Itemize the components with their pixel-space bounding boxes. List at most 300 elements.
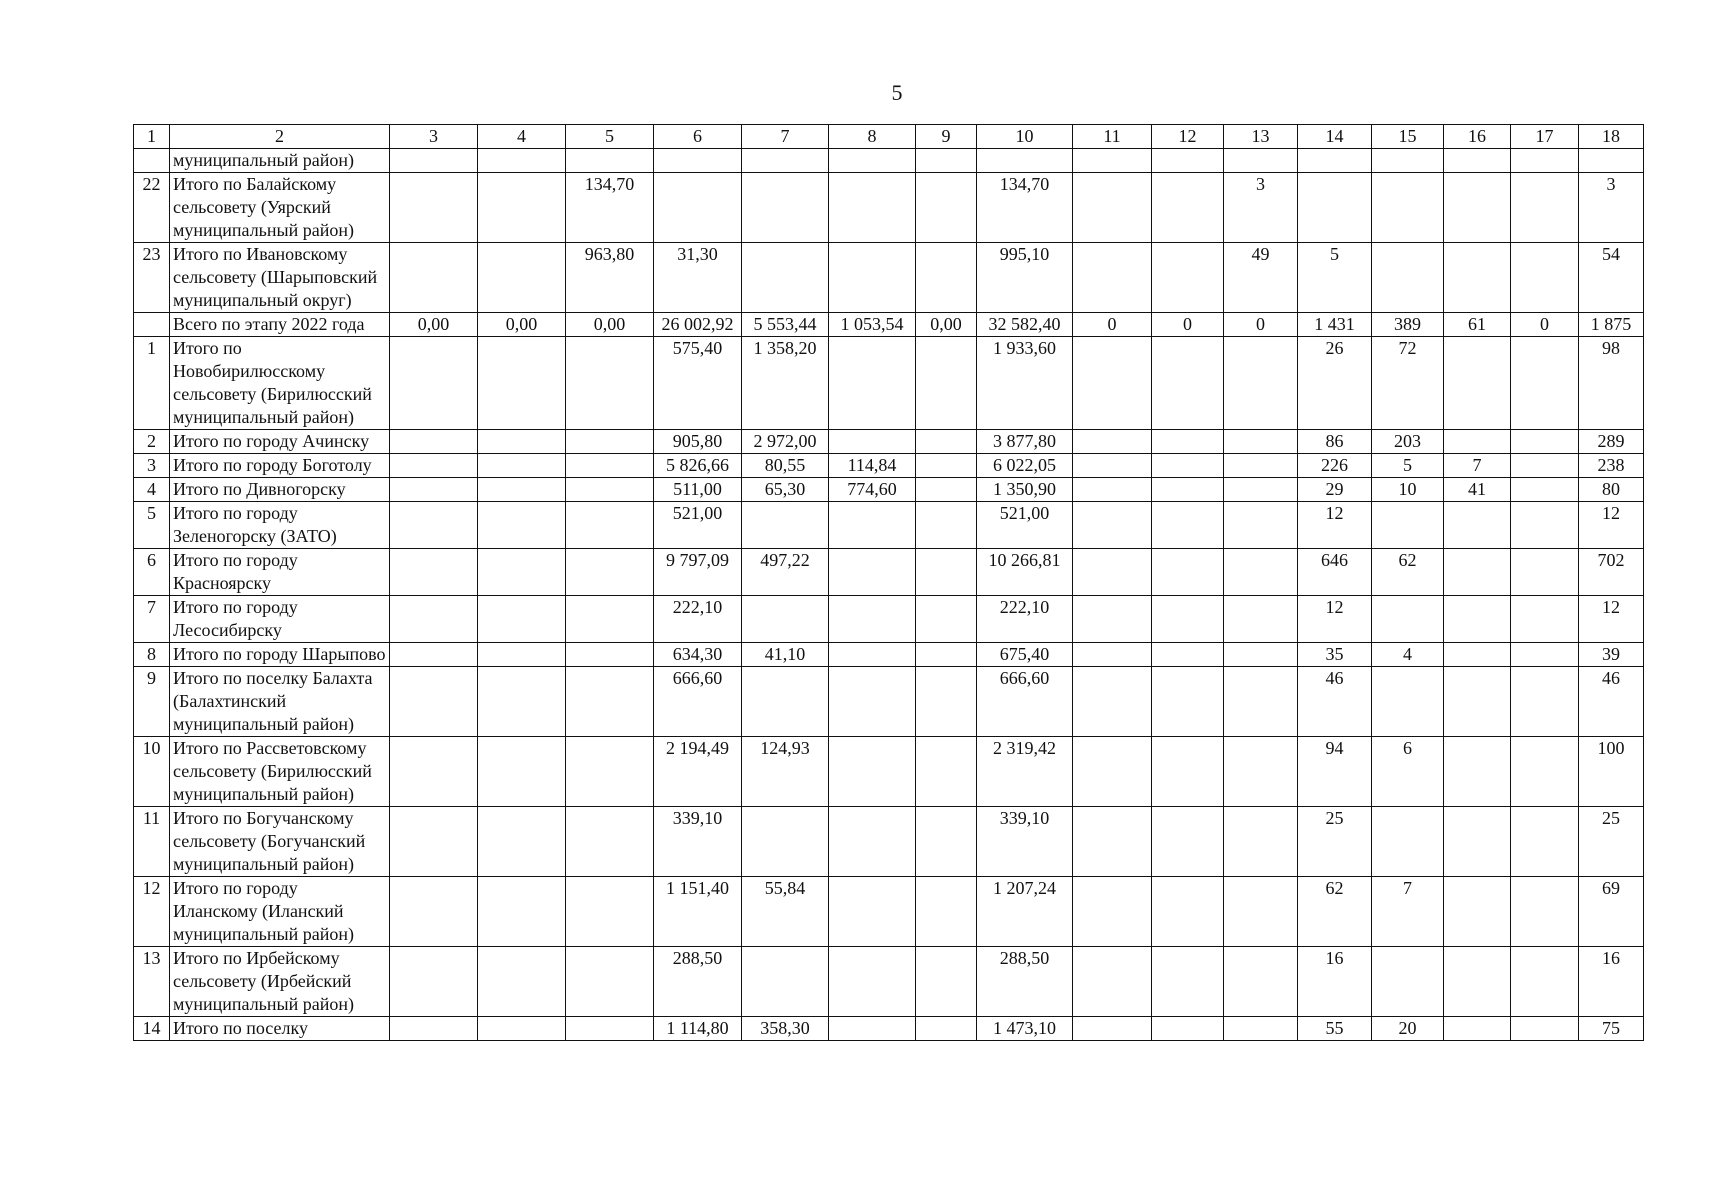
value-cell [1298, 149, 1372, 173]
row-number-cell: 10 [134, 737, 170, 807]
value-cell [1511, 478, 1579, 502]
value-cell: 94 [1298, 737, 1372, 807]
value-cell [1511, 149, 1579, 173]
value-cell [390, 149, 478, 173]
value-cell: 0,00 [390, 313, 478, 337]
value-cell: 39 [1579, 643, 1644, 667]
value-cell: 222,10 [654, 596, 742, 643]
value-cell [916, 337, 977, 430]
value-cell: 134,70 [566, 173, 654, 243]
value-cell [916, 243, 977, 313]
value-cell [742, 173, 829, 243]
value-cell: 2 319,42 [977, 737, 1073, 807]
value-cell [566, 947, 654, 1017]
value-cell [1073, 173, 1152, 243]
value-cell [1073, 667, 1152, 737]
column-header: 8 [829, 125, 916, 149]
row-number-cell: 22 [134, 173, 170, 243]
value-cell [742, 947, 829, 1017]
value-cell: 2 194,49 [654, 737, 742, 807]
value-cell: 0 [1152, 313, 1224, 337]
value-cell [1511, 947, 1579, 1017]
value-cell [1152, 877, 1224, 947]
row-number-cell [134, 149, 170, 173]
value-cell [1073, 549, 1152, 596]
value-cell [1224, 337, 1298, 430]
value-cell [829, 947, 916, 1017]
value-cell [1152, 173, 1224, 243]
value-cell [1444, 549, 1511, 596]
table-row [134, 337, 1644, 430]
row-number-cell: 8 [134, 643, 170, 667]
value-cell [478, 549, 566, 596]
value-cell [916, 643, 977, 667]
value-cell [742, 243, 829, 313]
value-cell [654, 149, 742, 173]
table-row [134, 596, 1644, 643]
value-cell [1372, 173, 1444, 243]
table-row [134, 478, 1644, 502]
value-cell [1073, 737, 1152, 807]
value-cell: 575,40 [654, 337, 742, 430]
value-cell [390, 667, 478, 737]
value-cell [1372, 502, 1444, 549]
value-cell: 702 [1579, 549, 1644, 596]
value-cell [566, 667, 654, 737]
value-cell [1073, 807, 1152, 877]
row-number-cell: 3 [134, 454, 170, 478]
value-cell [1444, 737, 1511, 807]
value-cell [829, 807, 916, 877]
value-cell: 521,00 [977, 502, 1073, 549]
value-cell [478, 807, 566, 877]
value-cell [916, 667, 977, 737]
value-cell: 12 [1579, 596, 1644, 643]
value-cell: 134,70 [977, 173, 1073, 243]
value-cell [390, 243, 478, 313]
value-cell [916, 502, 977, 549]
column-header: 13 [1224, 125, 1298, 149]
row-name-cell: Итого по городу Иланскому (Иланский муниципальный район) [170, 877, 390, 947]
value-cell [916, 173, 977, 243]
value-cell [829, 737, 916, 807]
value-cell: 358,30 [742, 1017, 829, 1041]
table-row [134, 643, 1644, 667]
value-cell: 12 [1298, 596, 1372, 643]
value-cell [566, 454, 654, 478]
value-cell [1511, 807, 1579, 877]
value-cell: 995,10 [977, 243, 1073, 313]
value-cell: 46 [1298, 667, 1372, 737]
value-cell [829, 667, 916, 737]
value-cell [1444, 149, 1511, 173]
table-row [134, 173, 1644, 243]
value-cell [1511, 877, 1579, 947]
value-cell [1372, 243, 1444, 313]
table-row [134, 454, 1644, 478]
table-row [134, 947, 1644, 1017]
value-cell: 666,60 [977, 667, 1073, 737]
column-header: 14 [1298, 125, 1372, 149]
value-cell [1224, 502, 1298, 549]
value-cell: 9 797,09 [654, 549, 742, 596]
value-cell [916, 549, 977, 596]
value-cell [1152, 1017, 1224, 1041]
value-cell: 0,00 [916, 313, 977, 337]
value-cell: 61 [1444, 313, 1511, 337]
value-cell [742, 667, 829, 737]
value-cell [1073, 337, 1152, 430]
value-cell: 5 [1298, 243, 1372, 313]
value-cell: 29 [1298, 478, 1372, 502]
value-cell [566, 149, 654, 173]
table-row [134, 807, 1644, 877]
value-cell: 75 [1579, 1017, 1644, 1041]
value-cell: 12 [1579, 502, 1644, 549]
column-header: 11 [1073, 125, 1152, 149]
value-cell [1152, 947, 1224, 1017]
value-cell [1444, 667, 1511, 737]
row-name-cell: Итого по поселку [170, 1017, 390, 1041]
value-cell: 26 002,92 [654, 313, 742, 337]
value-cell [390, 1017, 478, 1041]
value-cell [916, 596, 977, 643]
column-header: 18 [1579, 125, 1644, 149]
value-cell [390, 947, 478, 1017]
row-number-cell: 13 [134, 947, 170, 1017]
value-cell [478, 667, 566, 737]
value-cell: 5 553,44 [742, 313, 829, 337]
value-cell [1444, 337, 1511, 430]
column-header: 12 [1152, 125, 1224, 149]
value-cell: 5 826,66 [654, 454, 742, 478]
value-cell: 62 [1372, 549, 1444, 596]
value-cell [1152, 478, 1224, 502]
value-cell [1152, 643, 1224, 667]
value-cell [1444, 430, 1511, 454]
value-cell: 10 266,81 [977, 549, 1073, 596]
value-cell [1511, 337, 1579, 430]
value-cell: 675,40 [977, 643, 1073, 667]
value-cell [1372, 807, 1444, 877]
value-cell [1152, 596, 1224, 643]
value-cell [390, 502, 478, 549]
value-cell [829, 430, 916, 454]
value-cell [1511, 549, 1579, 596]
value-cell [478, 478, 566, 502]
column-header: 16 [1444, 125, 1511, 149]
value-cell [1224, 478, 1298, 502]
row-number-cell: 12 [134, 877, 170, 947]
value-cell [916, 1017, 977, 1041]
value-cell: 3 [1224, 173, 1298, 243]
value-cell [1444, 947, 1511, 1017]
table-row [134, 502, 1644, 549]
value-cell: 1 933,60 [977, 337, 1073, 430]
value-cell: 2 972,00 [742, 430, 829, 454]
value-cell [829, 643, 916, 667]
value-cell [390, 807, 478, 877]
row-name-cell: Итого по Дивногорску [170, 478, 390, 502]
value-cell [1073, 454, 1152, 478]
value-cell [390, 478, 478, 502]
value-cell: 80 [1579, 478, 1644, 502]
value-cell [1152, 502, 1224, 549]
value-cell: 72 [1372, 337, 1444, 430]
value-cell [1444, 643, 1511, 667]
value-cell [829, 149, 916, 173]
value-cell [1152, 337, 1224, 430]
value-cell: 905,80 [654, 430, 742, 454]
value-cell: 0,00 [566, 313, 654, 337]
value-cell [478, 454, 566, 478]
value-cell [1511, 1017, 1579, 1041]
value-cell [1073, 502, 1152, 549]
value-cell: 497,22 [742, 549, 829, 596]
row-name-cell: муниципальный район) [170, 149, 390, 173]
value-cell: 65,30 [742, 478, 829, 502]
row-name-cell: Итого по Балайскому сельсовету (Уярский муниципальный район) [170, 173, 390, 243]
value-cell [1224, 947, 1298, 1017]
data-table [133, 124, 1644, 1041]
value-cell [654, 173, 742, 243]
value-cell [478, 337, 566, 430]
value-cell [1152, 549, 1224, 596]
value-cell: 0,00 [478, 313, 566, 337]
value-cell [1372, 596, 1444, 643]
value-cell [916, 877, 977, 947]
value-cell [1224, 549, 1298, 596]
row-name-cell: Итого по Ирбейскому сельсовету (Ирбейский муниципальный район) [170, 947, 390, 1017]
page-number: 5 [891, 80, 903, 105]
value-cell [742, 149, 829, 173]
value-cell [390, 877, 478, 947]
value-cell [1444, 807, 1511, 877]
row-name-cell: Итого по Богучанскому сельсовету (Богучанский муниципальный район) [170, 807, 390, 877]
row-number-cell: 4 [134, 478, 170, 502]
value-cell [1224, 877, 1298, 947]
value-cell [566, 430, 654, 454]
value-cell: 203 [1372, 430, 1444, 454]
value-cell: 46 [1579, 667, 1644, 737]
value-cell: 963,80 [566, 243, 654, 313]
row-number-cell: 5 [134, 502, 170, 549]
value-cell: 80,55 [742, 454, 829, 478]
value-cell [1073, 243, 1152, 313]
row-number-cell: 1 [134, 337, 170, 430]
row-number-cell: 7 [134, 596, 170, 643]
value-cell [916, 478, 977, 502]
value-cell [566, 549, 654, 596]
value-cell [390, 643, 478, 667]
value-cell [1511, 454, 1579, 478]
value-cell: 41 [1444, 478, 1511, 502]
value-cell [390, 737, 478, 807]
value-cell [478, 877, 566, 947]
value-cell [829, 337, 916, 430]
column-header: 17 [1511, 125, 1579, 149]
value-cell: 6 [1372, 737, 1444, 807]
value-cell: 86 [1298, 430, 1372, 454]
table-row [134, 430, 1644, 454]
table-row [134, 877, 1644, 947]
value-cell [1224, 454, 1298, 478]
value-cell [478, 947, 566, 1017]
value-cell: 0 [1511, 313, 1579, 337]
table-row [134, 313, 1644, 337]
value-cell: 25 [1579, 807, 1644, 877]
value-cell: 238 [1579, 454, 1644, 478]
value-cell: 339,10 [654, 807, 742, 877]
row-name-cell: Итого по городу Шарыпово [170, 643, 390, 667]
value-cell: 20 [1372, 1017, 1444, 1041]
value-cell: 32 582,40 [977, 313, 1073, 337]
value-cell [916, 454, 977, 478]
row-number-cell: 6 [134, 549, 170, 596]
value-cell: 1 431 [1298, 313, 1372, 337]
value-cell [829, 1017, 916, 1041]
value-cell: 6 022,05 [977, 454, 1073, 478]
row-name-cell: Итого по поселку Балахта (Балахтинский муниципальный район) [170, 667, 390, 737]
row-name-cell: Итого по городу Лесосибирску [170, 596, 390, 643]
value-cell: 12 [1298, 502, 1372, 549]
value-cell [566, 478, 654, 502]
value-cell [1511, 430, 1579, 454]
value-cell [1224, 430, 1298, 454]
value-cell [390, 173, 478, 243]
value-cell: 511,00 [654, 478, 742, 502]
value-cell [1073, 478, 1152, 502]
column-header: 15 [1372, 125, 1444, 149]
value-cell [1511, 596, 1579, 643]
value-cell: 389 [1372, 313, 1444, 337]
value-cell: 288,50 [654, 947, 742, 1017]
row-name-cell: Итого по городу Зеленогорску (ЗАТО) [170, 502, 390, 549]
column-header: 6 [654, 125, 742, 149]
value-cell [566, 807, 654, 877]
value-cell [478, 737, 566, 807]
column-header: 4 [478, 125, 566, 149]
value-cell [1152, 737, 1224, 807]
value-cell [566, 337, 654, 430]
value-cell [478, 430, 566, 454]
value-cell: 3 877,80 [977, 430, 1073, 454]
row-number-cell: 11 [134, 807, 170, 877]
value-cell: 4 [1372, 643, 1444, 667]
value-cell: 521,00 [654, 502, 742, 549]
value-cell [1224, 807, 1298, 877]
table-row [134, 549, 1644, 596]
value-cell [478, 643, 566, 667]
value-cell [1511, 243, 1579, 313]
value-cell [1152, 667, 1224, 737]
row-number-cell: 23 [134, 243, 170, 313]
row-number-cell: 14 [134, 1017, 170, 1041]
value-cell: 289 [1579, 430, 1644, 454]
value-cell [1511, 643, 1579, 667]
value-cell [742, 807, 829, 877]
value-cell: 666,60 [654, 667, 742, 737]
value-cell: 1 114,80 [654, 1017, 742, 1041]
value-cell [478, 596, 566, 643]
row-name-cell: Итого по Новобирилюсскому сельсовету (Бирилюсский муниципальный район) [170, 337, 390, 430]
value-cell: 774,60 [829, 478, 916, 502]
value-cell [1152, 149, 1224, 173]
value-cell: 114,84 [829, 454, 916, 478]
value-cell [829, 877, 916, 947]
value-cell [390, 454, 478, 478]
value-cell: 1 053,54 [829, 313, 916, 337]
value-cell [829, 173, 916, 243]
table-row [134, 1017, 1644, 1041]
row-name-cell: Всего по этапу 2022 года [170, 313, 390, 337]
value-cell: 124,93 [742, 737, 829, 807]
value-cell [1444, 1017, 1511, 1041]
value-cell [1224, 596, 1298, 643]
column-header: 5 [566, 125, 654, 149]
value-cell [742, 596, 829, 643]
value-cell [1152, 454, 1224, 478]
value-cell [390, 549, 478, 596]
value-cell: 5 [1372, 454, 1444, 478]
value-cell [1073, 596, 1152, 643]
value-cell [1224, 643, 1298, 667]
row-name-cell: Итого по городу Боготолу [170, 454, 390, 478]
value-cell [829, 596, 916, 643]
value-cell [1372, 667, 1444, 737]
value-cell: 55 [1298, 1017, 1372, 1041]
row-number-cell: 9 [134, 667, 170, 737]
value-cell [1224, 737, 1298, 807]
value-cell [1152, 807, 1224, 877]
value-cell: 25 [1298, 807, 1372, 877]
column-header: 3 [390, 125, 478, 149]
value-cell: 634,30 [654, 643, 742, 667]
value-cell: 10 [1372, 478, 1444, 502]
value-cell: 339,10 [977, 807, 1073, 877]
value-cell [1444, 596, 1511, 643]
value-cell [829, 243, 916, 313]
value-cell: 69 [1579, 877, 1644, 947]
value-cell: 646 [1298, 549, 1372, 596]
value-cell [1579, 149, 1644, 173]
value-cell: 1 875 [1579, 313, 1644, 337]
value-cell [566, 737, 654, 807]
table-row [134, 667, 1644, 737]
value-cell [566, 877, 654, 947]
row-name-cell: Итого по Ивановскому сельсовету (Шарыповский муниципальный округ) [170, 243, 390, 313]
value-cell: 31,30 [654, 243, 742, 313]
value-cell [1444, 502, 1511, 549]
value-cell [566, 596, 654, 643]
value-cell: 54 [1579, 243, 1644, 313]
value-cell [829, 502, 916, 549]
value-cell: 1 473,10 [977, 1017, 1073, 1041]
value-cell: 1 358,20 [742, 337, 829, 430]
value-cell [390, 596, 478, 643]
value-cell: 41,10 [742, 643, 829, 667]
table-row [134, 243, 1644, 313]
value-cell [1511, 737, 1579, 807]
value-cell: 0 [1224, 313, 1298, 337]
value-cell [566, 643, 654, 667]
value-cell [478, 149, 566, 173]
value-cell: 1 151,40 [654, 877, 742, 947]
value-cell [916, 947, 977, 1017]
value-cell: 222,10 [977, 596, 1073, 643]
value-cell: 16 [1579, 947, 1644, 1017]
column-header: 2 [170, 125, 390, 149]
